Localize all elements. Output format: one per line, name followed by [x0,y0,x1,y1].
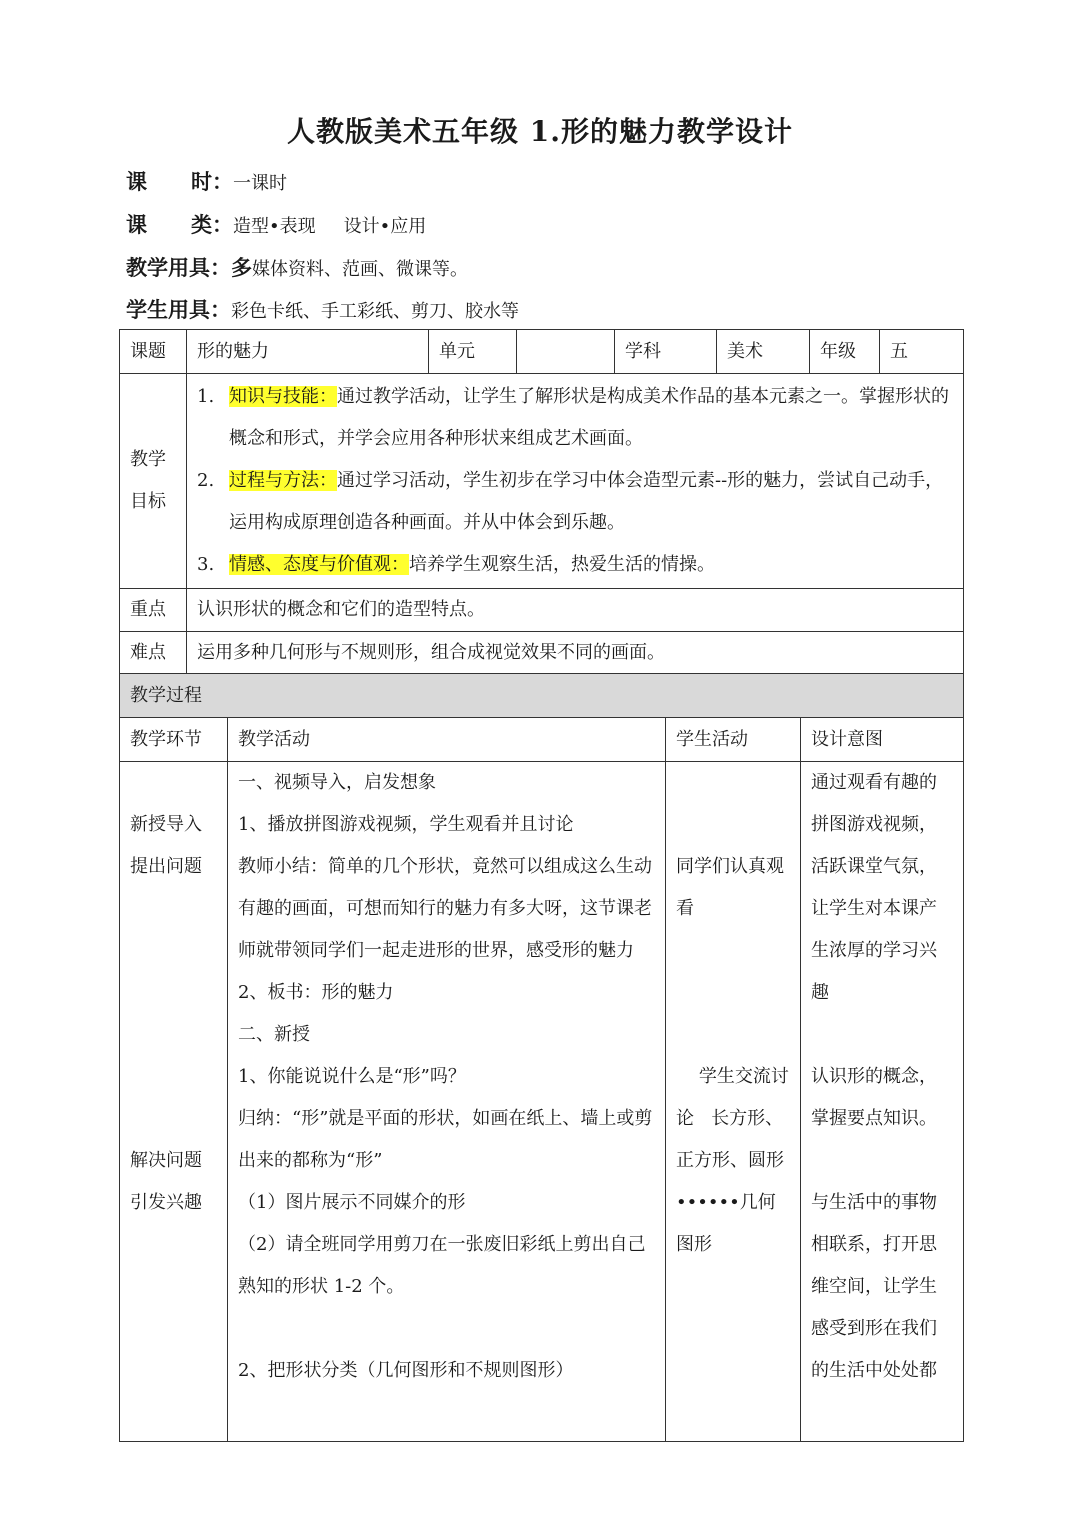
activity-line: 教师小结：简单的几个形状，竟然可以组成这么生动有趣的画面，可想而知行的魅力有多大呀，这节课老师就带领同学们一起走进形的世界，感受形的魅力 [238,856,652,961]
header-teacher-activity: 教学活动 [228,718,666,762]
design-intent-cell [801,762,964,1442]
lesson-time-line [126,166,287,196]
goal-text: 通过学习活动，学生初步在学习中体会造型元素--形的魅力，尝试自己动手，运用构成原理创造各种画面。并从中体会到乐趣。 [229,470,944,533]
stage-problem-solving: 解决问题 引发兴趣 [130,1150,202,1213]
lesson-time-value: 一课时 [233,173,287,194]
student-activity-cell [666,762,801,1442]
student-tools-value: 彩色卡纸、手工彩纸、剪刀、胶水等 [231,301,519,322]
goal-heading: 知识与技能： [229,386,337,407]
grade-label: 年级 [810,330,880,374]
goal-item [197,544,953,586]
teaching-process-table [119,673,964,1442]
goals-label: 教学目标 [120,374,187,589]
activity-line: 1、播放拼图游戏视频，学生观看并且讨论 [238,814,574,835]
teacher-tools-label: 教学用具： [126,255,231,280]
topic-label: 课题 [120,330,187,374]
lesson-time-label-b: 时： [191,169,233,194]
lesson-type-line [126,209,426,239]
header-design-intent: 设计意图 [801,718,964,762]
unit-value [517,330,615,374]
difficulty-label: 难点 [120,632,187,675]
teacher-activity-cell [228,762,666,1442]
header-student-activity: 学生活动 [666,718,801,762]
student-activity-discuss: 学生交流讨论 长方形、正方形、圆形 ••••••几何图形 [676,1066,790,1255]
unit-label: 单元 [429,330,517,374]
activity-line: 2、把形状分类（几何图形和不规则图形） [238,1360,574,1381]
activity-line: （1）图片展示不同媒介的形 [238,1192,466,1213]
goal-item [197,376,953,460]
goal-text: 培养学生观察生活，热爱生活的情操。 [409,554,715,575]
student-activity-watch: 同学们认真观看 [676,856,784,919]
activity-line: 归纳：“形”就是平面的形状，如画在纸上、墙上或剪出来的都称为“形” [238,1108,653,1171]
activity-line: 二、新授 [238,1024,310,1045]
design-intent-life: 与生活中的事物相联系，打开思维空间，让学生感受到形在我们的生活中处处都 [811,1192,937,1381]
activity-line: （2）请全班同学用剪刀在一张废旧彩纸上剪出自己熟知的形状 1-2 个。 [238,1234,646,1297]
subject-value: 美术 [717,330,810,374]
goals-list [197,376,953,586]
stage-new-lesson: 新授导入 提出问题 [130,814,202,877]
goal-text: 通过教学活动，让学生了解形状是构成美术作品的基本元素之一。掌握形状的概念和形式，并学会应用各种形状来组成艺术画面。 [229,386,949,449]
header-stage: 教学环节 [120,718,228,762]
teacher-tools-value-bold: 多 [231,255,252,280]
activity-line: 1、你能说说什么是“形”吗？ [238,1066,466,1087]
design-intent-video: 通过观看有趣的拼图游戏视频，活跃课堂气氛，让学生对本课产生浓厚的学习兴趣 [811,772,937,1003]
process-section-title: 教学过程 [120,674,964,718]
lesson-type-value-1: 造型•表现 [233,216,316,237]
activity-line: 2、板书：形的魅力 [238,982,394,1003]
goal-number: 2. [197,470,215,491]
teacher-tools-line [126,252,468,282]
goal-number: 1. [197,386,215,407]
lesson-info-table [119,329,964,675]
goal-item [197,460,953,544]
document-title: 人教版美术五年级 1.形的魅力教学设计 [287,115,793,148]
student-tools-label: 学生用具： [126,297,231,322]
teacher-tools-value: 媒体资料、范画、微课等。 [252,259,468,280]
goal-number: 3. [197,554,215,575]
lesson-time-label-a: 课 [126,169,147,194]
goals-cell [187,374,964,589]
grade-value: 五 [880,330,964,374]
goal-heading: 过程与方法： [229,470,337,491]
lesson-type-label-b: 类： [191,212,233,237]
key-point-label: 重点 [120,589,187,632]
key-point-value: 认识形状的概念和它们的造型特点。 [187,589,964,632]
goal-heading: 情感、态度与价值观： [229,554,409,575]
activity-line: 一、视频导入，启发想象 [238,772,436,793]
topic-value: 形的魅力 [187,330,429,374]
student-tools-line [126,294,519,324]
subject-label: 学科 [615,330,717,374]
activity-line [238,1308,655,1350]
lesson-type-label-a: 课 [126,212,147,237]
lesson-type-value-2: 设计•应用 [343,216,427,237]
design-intent-concept: 认识形的概念，掌握要点知识。 [811,1066,937,1129]
difficulty-value: 运用多种几何形与不规则形，组合成视觉效果不同的画面。 [187,632,964,675]
stage-cell [120,762,228,1442]
